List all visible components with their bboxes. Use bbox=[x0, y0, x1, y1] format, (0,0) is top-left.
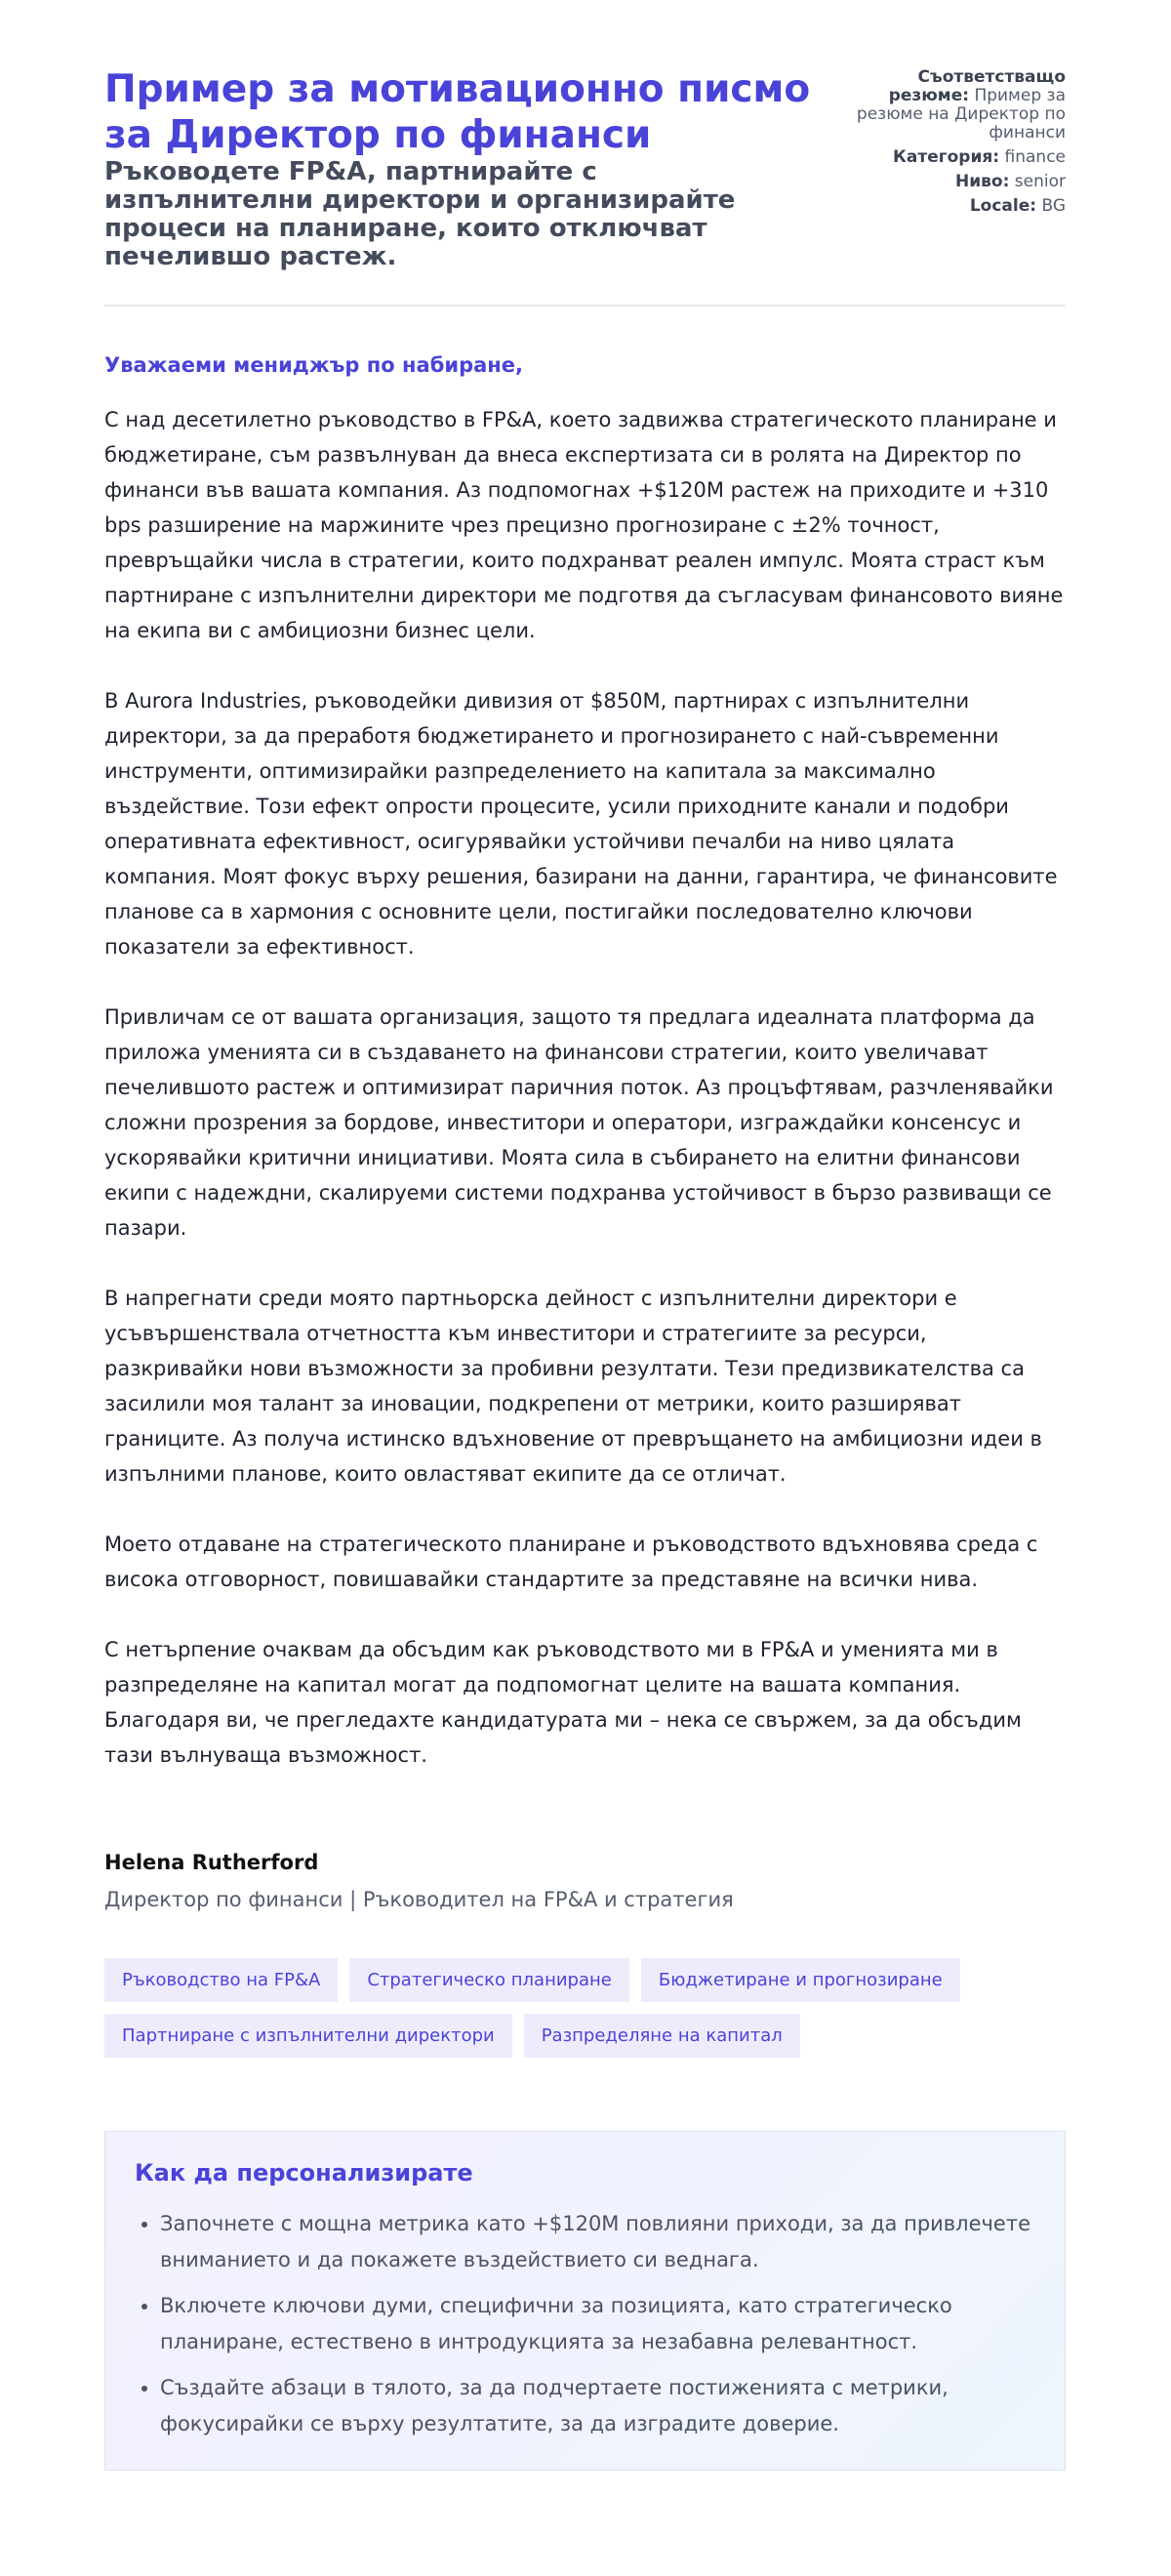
page-subtitle: Ръководете FP&A, партнирайте с изпълнителни директори и организирайте процеси на планиране, които отключват печелившо растеж. bbox=[104, 157, 736, 271]
letter-paragraph: Привличам се от вашата организация, защото тя предлага идеалната платформа да приложа уменията си в създаването на финансови стратегии, които увеличават печелившото растеж и оптимизират паричния поток. Аз процъфтявам, разчленявайки сложни прозрения за бордове, инвеститори и оператори, изграждайки консенсус и ускорявайки критични инициативи. Моята сила в събирането на елитни финансови екипи с надеждни, скалируеми системи подхранва устойчивост в бързо развиващи се пазари. bbox=[104, 1005, 1054, 1240]
header bbox=[104, 66, 1066, 271]
tip-item: • Започнете с мощна метрика като +$120M повлияни приходи, за да привлечете вниманието и да покажете въздействието си веднага. bbox=[160, 2206, 1035, 2278]
letter-paragraph: Моето отдаване на стратегическото планиране и ръководството вдъхновява среда с висока отговорност, повишавайки стандартите за представяне на всички нива. bbox=[104, 1533, 1038, 1591]
meta-info bbox=[846, 68, 1066, 222]
tips-title: Как да персонализирате bbox=[135, 2159, 473, 2187]
letter-paragraph: В Aurora Industries, ръководейки дивизия от $850M, партнирах с изпълнителни директори, за да преработя бюджетирането и прогнозирането с най-съвременни инструменти, оптимизирайки разпределението на капитала за максимално въздействие. Този ефект опрости процесите, усили приходните канали и подобри оперативната ефективност, осигурявайки устойчиви печалби на ниво цялата компания. Моят фокус върху решения, базирани на данни, гарантира, че финансовите планове са в хармония с основните цели, постигайки последователно ключови показатели за ефективност. bbox=[104, 689, 1058, 959]
meta-value: finance bbox=[1004, 147, 1066, 167]
letter-paragraph: С нетърпение очаквам да обсъдим как ръководството ми в FP&A и уменията ми в разпределяне на капитал могат да подпомогнат целите на вашата компания. Благодаря ви, че прегледахте кандидатурата ми – нека се свържем, за да обсъдим тази вълнуваща възможност. bbox=[104, 1638, 1022, 1767]
page-title: Пример за мотивационно писмо за Директор по финанси bbox=[104, 67, 811, 157]
meta-category bbox=[846, 148, 1066, 167]
tip-item: • Включете ключови думи, специфични за позицията, като стратегическо планиране, естествено в интродукцията за незабавна релевантност. bbox=[160, 2288, 1035, 2360]
meta-label: Категория: bbox=[893, 147, 1000, 167]
skill-tag: Партниране с изпълнителни директори bbox=[104, 2014, 512, 2058]
skill-tag: Разпределяне на капитал bbox=[524, 2014, 800, 2058]
meta-label: Ниво: bbox=[955, 172, 1010, 191]
meta-label: Съответстващо резюме: bbox=[888, 67, 1066, 105]
signature-name: Helena Rutherford bbox=[104, 1851, 319, 1874]
divider bbox=[104, 305, 1066, 307]
meta-label: Locale: bbox=[969, 196, 1037, 216]
signature-title: Директор по финанси | Ръководител на FP&A и стратегия bbox=[104, 1888, 734, 1911]
meta-value: Пример за резюме на Директор по финанси bbox=[856, 86, 1066, 143]
tips-list bbox=[135, 2206, 1035, 2442]
tip-item: • Създайте абзаци в тялото, за да подчертаете постиженията с метрики, фокусирайки се върху резултатите, за да изградите доверие. bbox=[160, 2370, 1035, 2442]
title-block bbox=[104, 66, 846, 271]
salutation: Уважаеми мениджър по набиране, bbox=[104, 353, 524, 377]
letter-paragraph: В напрегнати среди моято партньорска дейност с изпълнителни директори е усъвършенствала отчетността към инвеститори и стратегиите за ресурси, разкривайки нови възможности за пробивни резултати. Тези предизвикателства са засилили моя талант за иновации, подкрепени от метрики, които разширяват границите. Аз получа истинско вдъхновение от превръщането на амбициозни идеи в изпълними планове, които овластяват екипите да се отличат. bbox=[104, 1287, 1042, 1486]
meta-resume bbox=[846, 68, 1066, 143]
meta-level bbox=[846, 173, 1066, 191]
letter-paragraph: С над десетилетно ръководство в FP&A, което задвижва стратегическото планиране и бюджетиране, съм развълнуван да внеса експертизата си в ролята на Директор по финанси във вашата компания. Аз подпомогнах +$120M растеж на приходите и +310 bps разширение на маржините чрез прецизно прогнозиране с ±2% точност, превръщайки числа в стратегии, които подхранват реален импулс. Моята страст към партниране с изпълнителни директори ме подготвя да съгласувам финансовото вияне на екипа ви с амбициозни бизнес цели. bbox=[104, 408, 1064, 642]
customization-tips bbox=[104, 2131, 1066, 2471]
skill-tags bbox=[104, 1958, 1080, 2058]
meta-locale bbox=[846, 197, 1066, 216]
skill-tag: Стратегическо планиране bbox=[349, 1958, 629, 2002]
meta-value: BG bbox=[1041, 196, 1066, 216]
meta-value: senior bbox=[1014, 172, 1066, 191]
skill-tag: Ръководство на FP&A bbox=[104, 1958, 338, 2002]
skill-tag: Бюджетиране и прогнозиране bbox=[641, 1958, 960, 2002]
